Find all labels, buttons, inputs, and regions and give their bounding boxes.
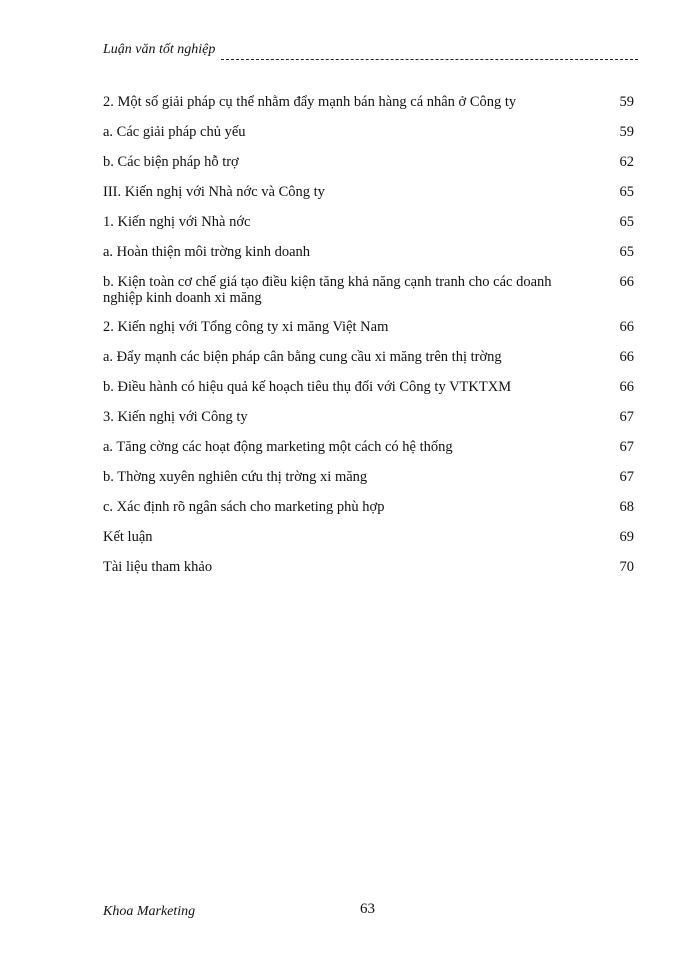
toc-entry-title: c. Xác định rõ ngân sách cho marketing phù hợp [103, 499, 385, 515]
toc-entry-title: a. Đẩy mạnh các biện pháp cân bằng cung cầu xi măng trên thị trờng [103, 349, 502, 365]
toc-entry-title: Kết luận [103, 529, 153, 545]
toc-entry-title: 2. Kiến nghị với Tổng công ty xi măng Việt Nam [103, 319, 389, 335]
table-of-contents [103, 0, 638, 960]
toc-entry-page: 66 [619, 379, 634, 395]
toc-entry-page: 59 [619, 124, 634, 140]
toc-entry-title: a. Hoàn thiện môi trờng kinh doanh [103, 244, 311, 260]
toc-entry-title: 1. Kiến nghị với Nhà nớc [103, 214, 251, 230]
toc-entry-title: 2. Một số giải pháp cụ thể nhằm đẩy mạnh bán hàng cá nhân ở Công ty [103, 94, 517, 110]
toc-entry-title: b. Kiện toàn cơ chế giá tạo điều kiện tăng khả năng cạnh tranh cho các doanh nghiệp kinh doanh xi măng [103, 274, 552, 306]
toc-entry-page: 67 [619, 469, 634, 485]
header-title: Luận văn tốt nghiệp [103, 42, 216, 57]
toc-entry-title: a. Các giải pháp chủ yếu [103, 124, 246, 140]
toc-entry-title: 3. Kiến nghị với Công ty [103, 409, 248, 425]
toc-entry-page: 66 [619, 319, 634, 335]
toc-entry-title: b. Các biện pháp hỗ trợ [103, 154, 239, 170]
toc-entry-page: 62 [619, 154, 634, 170]
toc-entry-title: III. Kiến nghị với Nhà nớc và Công ty [103, 184, 325, 200]
toc-entry-page: 65 [619, 214, 634, 230]
toc-entry-page: 67 [619, 409, 634, 425]
toc-entry-page: 59 [619, 94, 634, 110]
footer-department: Khoa Marketing [103, 904, 196, 919]
toc-entry-page: 69 [619, 529, 634, 545]
toc-entry-page: 67 [619, 439, 634, 455]
toc-entry-page: 66 [619, 349, 634, 365]
toc-entry-page: 68 [619, 499, 634, 515]
toc-entry-page: 65 [619, 184, 634, 200]
toc-entry-title: a. Tăng cờng các hoạt động marketing một cách có hệ thống [103, 439, 453, 455]
toc-entry-title: b. Điều hành có hiệu quả kế hoạch tiêu thụ đối với Công ty VTKTXM [103, 379, 512, 395]
toc-entry-page: 70 [619, 559, 634, 575]
footer-page-number: 63 [360, 901, 375, 917]
toc-entry-page: 65 [619, 244, 634, 260]
toc-entry-title: b. Thờng xuyên nghiên cứu thị trờng xi măng [103, 469, 368, 485]
toc-entry-page: 66 [619, 274, 634, 290]
toc-entry-title: Tài liệu tham khảo [103, 559, 213, 575]
